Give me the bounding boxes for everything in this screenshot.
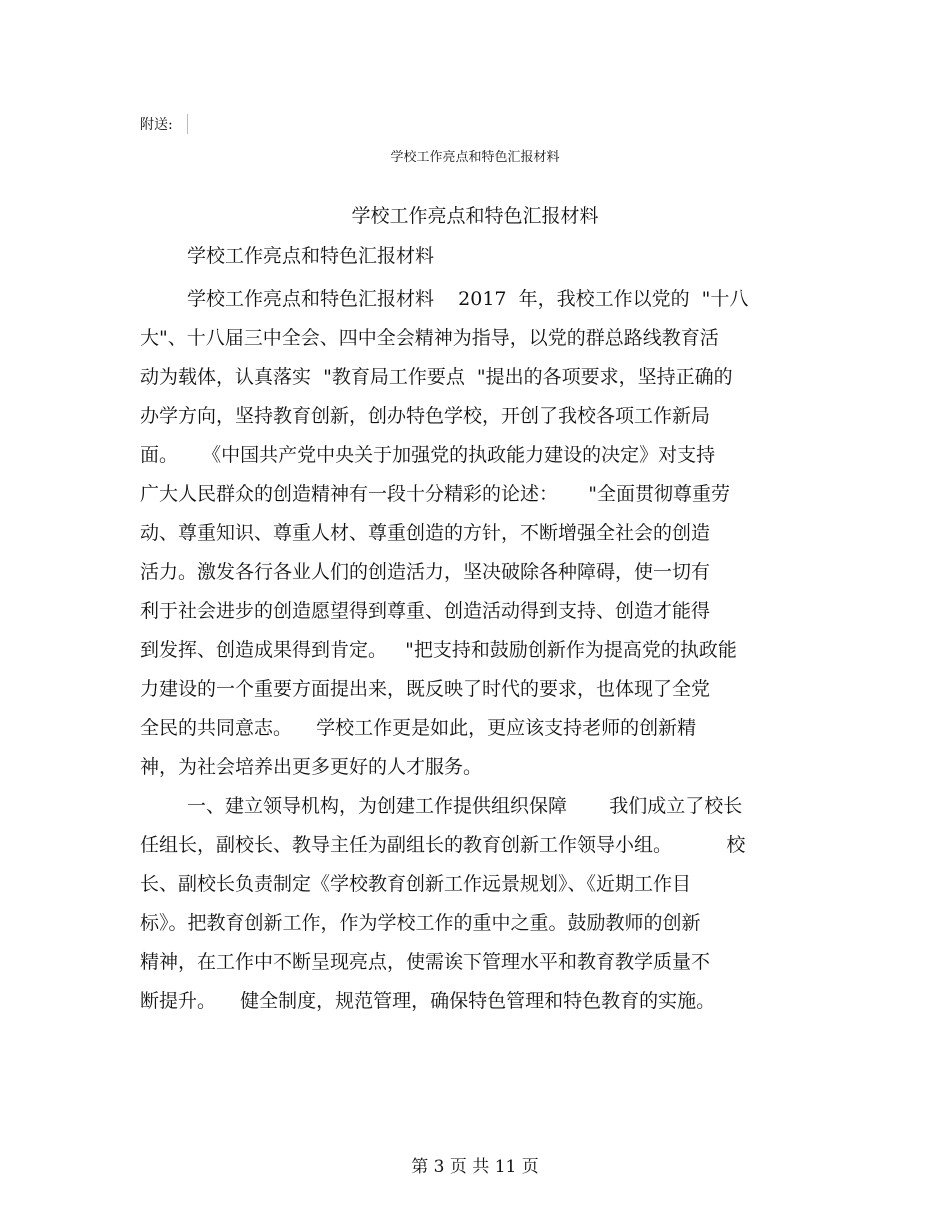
body-line: 标》。把教育创新工作，作为学校工作的重中之重。鼓励教师的创新 xyxy=(140,912,701,934)
body-line: 活力。激发各行各业人们的创造活力，坚决破除各种障碍，使一切有 xyxy=(140,561,711,583)
header-label: 附送: xyxy=(140,117,173,133)
body-line: 学校工作亮点和特色汇报材料 2017 年，我校工作以党的 "十八 xyxy=(187,288,749,310)
body-line: 力建设的一个重要方面提出来，既反映了时代的要求，也体现了全党 xyxy=(140,678,711,700)
body-line: 广大人民群众的创造精神有一段十分精彩的论述： "全面贯彻尊重劳 xyxy=(140,483,730,505)
body-line: 大"、十八届三中全会、四中全会精神为指导，以党的群总路线教育活 xyxy=(140,327,719,349)
document-subtitle: 学校工作亮点和特色汇报材料 xyxy=(187,245,435,267)
body-line: 神，为社会培养出更多更好的人才服务。 xyxy=(140,756,483,778)
body-line: 面。 《中国共产党中央关于加强党的执政能力建设的决定》对支持 xyxy=(140,444,716,466)
page-number: 第 3 页 共 11 页 xyxy=(411,1157,539,1177)
body-line: 到发挥、创造成果得到肯定。 "把支持和鼓励创新作为提高党的执政能 xyxy=(140,639,737,661)
document-title: 学校工作亮点和特色汇报材料 xyxy=(351,205,599,227)
body-line: 利于社会进步的创造愿望得到尊重、创造活动得到支持、创造才能得 xyxy=(140,600,711,622)
header-divider xyxy=(187,114,188,134)
body-line: 精神，在工作中不断呈现亮点，使需诶下管理水平和教育教学质量不 xyxy=(140,951,711,973)
body-line: 动为载体，认真落实 "教育局工作要点 "提出的各项要求，坚持正确的 xyxy=(140,366,733,388)
running-title: 学校工作亮点和特色汇报材料 xyxy=(390,150,560,165)
body-line: 动、尊重知识、尊重人材、尊重创造的方针，不断增强全社会的创造 xyxy=(140,522,711,544)
body-line: 任组长，副校长、教导主任为副组长的教育创新工作领导小组。 校 xyxy=(140,834,746,856)
body-line: 长、副校长负责制定《学校教育创新工作远景规划》、《近期工作目 xyxy=(140,873,692,895)
body-line: 断提升。 健全制度，规范管理，确保特色管理和特色教育的实施。 xyxy=(140,990,716,1012)
body-line: 一、建立领导机构，为创建工作提供组织保障 我们成立了校长 xyxy=(187,795,743,817)
body-line: 办学方向，坚持教育创新，创办特色学校，开创了我校各项工作新局 xyxy=(140,405,711,427)
body-line: 全民的共同意志。 学校工作更是如此，更应该支持老师的创新精 xyxy=(140,717,697,739)
